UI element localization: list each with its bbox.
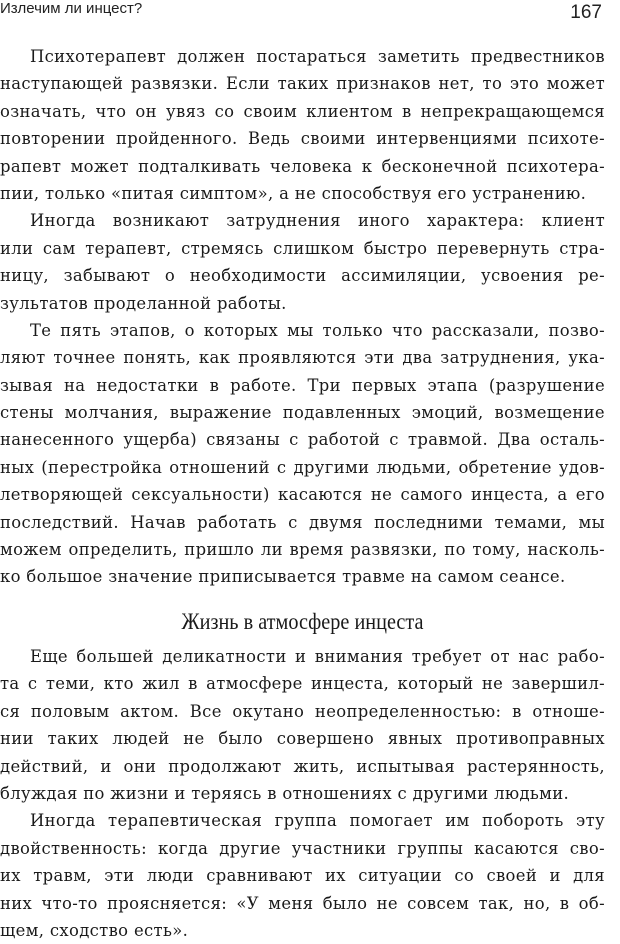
text-line: Иногда терапевтическая группа помогает им побороть эту (30, 811, 605, 831)
text-line: можем определить, пришло ли время развязки, по тому, насколь- (0, 540, 605, 560)
text-line: наступающей развязки. Если таких признаков нет, то это может (0, 74, 605, 94)
text-line: Те пять этапов, о которых мы только что рассказали, позво- (30, 320, 605, 340)
text-line: последствий. Начав работать с двумя последними темами, мы (0, 512, 605, 532)
text-line: стены молчания, выражение подавленных эмоций, возмещение (0, 403, 605, 423)
text-line: нанесенного ущерба) связаны с работой с травмой. Два осталь- (0, 430, 605, 450)
running-title: Излечим ли инцест? (0, 0, 143, 17)
text-line: ся половым актом. Все окутано неопределенностью: в отноше- (0, 701, 605, 721)
text-line: их травм, эти люди сравнивают их ситуации со своей и для (0, 866, 605, 886)
section-two-text (0, 643, 605, 944)
page-number: 167 (570, 2, 602, 23)
text-line: летворяющей сексуальности) касаются не самого инцеста, а его (0, 485, 605, 505)
text-line: означать, что он увяз со своим клиентом в непрекращающемся (0, 101, 605, 121)
text-line: ницу, забывают о необходимости ассимиляции, усвоения ре- (0, 266, 605, 286)
text-line: или сам терапевт, стремясь слишком быстро перевернуть стра- (0, 238, 605, 258)
text-line: двойственность: когда другие участники группы касаются сво- (0, 838, 605, 858)
text-line: Еще большей деликатности и внимания требует от нас рабо- (30, 647, 605, 666)
text-line: щем, сходство есть». (0, 920, 189, 940)
text-line: зультатов проделанной работы. (0, 293, 287, 313)
section-one-text (0, 43, 605, 591)
text-line: нии таких людей не было совершено явных противоправных (0, 729, 605, 749)
text-line: ляют точнее понять, как проявляются эти два затруднения, ука- (0, 348, 605, 368)
text-line: зывая на недостатки в работе. Три первых этапа (разрушение (0, 375, 605, 395)
text-line: пии, только «питая симптом», а не способствуя его устранению. (0, 183, 587, 203)
text-line: ных (перестройка отношений с другими людьми, обретение удов- (0, 457, 605, 477)
text-line: рапевт может подталкивать человека к бесконечной психотера- (0, 156, 605, 176)
text-line: та с теми, кто жил в атмосфере инцеста, который не завершил- (0, 674, 605, 694)
text-line: ко большое значение приписывается травме на самом сеансе. (0, 567, 566, 587)
text-line: Психотерапевт должен постараться заметить предвестников (30, 47, 605, 66)
text-line: них что-то проясняется: «У меня было не совсем так, но, в об- (0, 893, 605, 913)
text-line: действий, и они продолжают жить, испытывая растерянность, (0, 756, 605, 776)
section-heading: Жизнь в атмосфере инцеста (181, 609, 424, 634)
text-line: блуждая по жизни и теряясь в отношениях с другими людьми. (0, 783, 570, 803)
text-line: Иногда возникают затруднения иного характера: клиент (30, 211, 605, 231)
text-line: повторении пройденного. Ведь своими интервенциями психоте- (0, 129, 605, 149)
